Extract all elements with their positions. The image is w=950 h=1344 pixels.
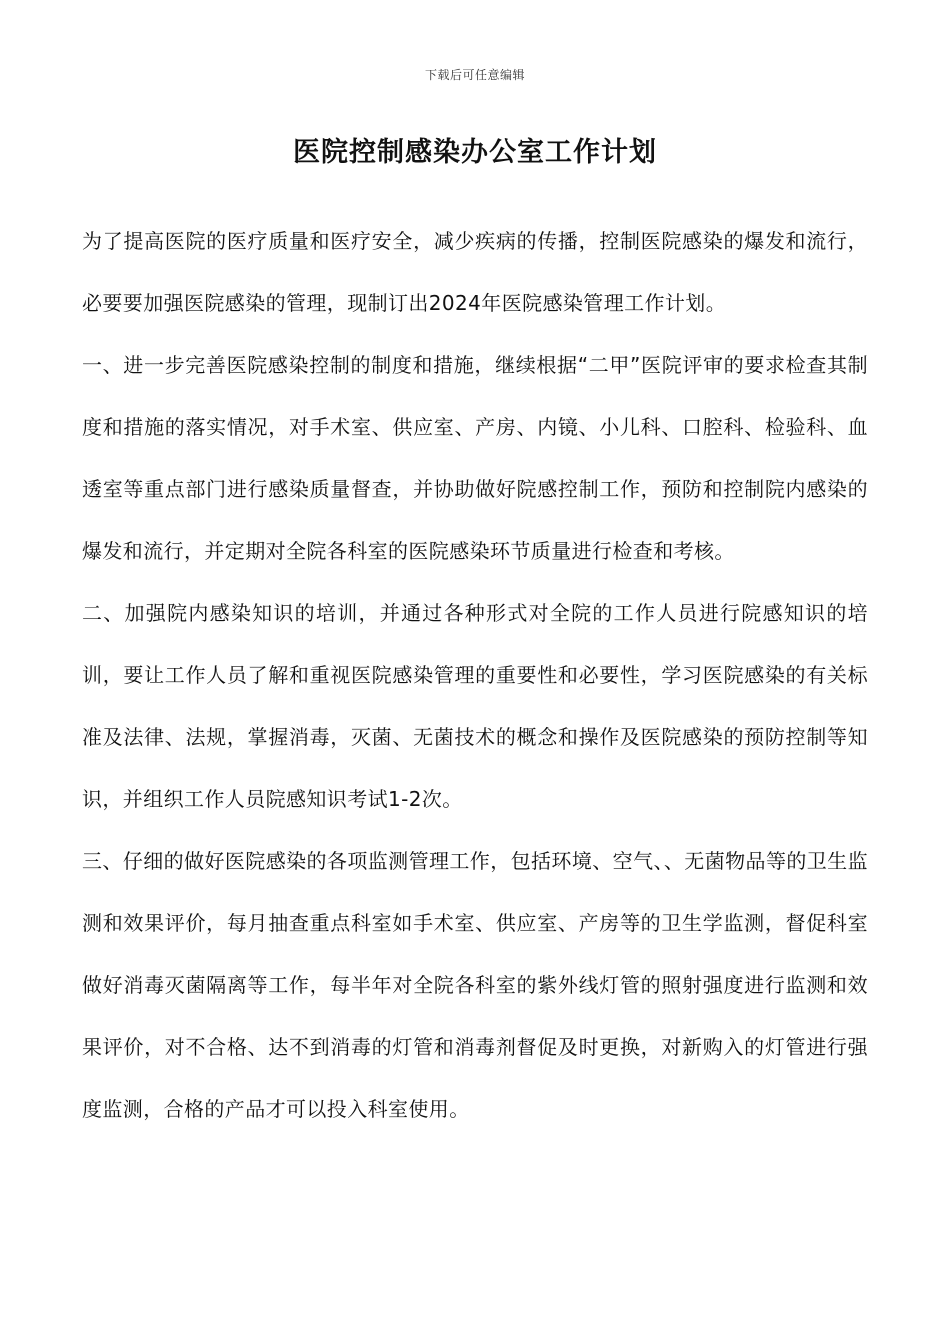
paragraph-section-2: 二、加强院内感染知识的培训，并通过各种形式对全院的工作人员进行院感知识的培训，要让工作人员了解和重视医院感染管理的重要性和必要性，学习医院感染的有关标准及法律、法规，掌握消毒，灭菌、无菌技术的概念和操作及医院感染的预防控制等知识，并组织工作人员院感知识考试1-2次。 xyxy=(82,601,868,811)
document-title: 医院控制感染办公室工作计划 xyxy=(293,137,657,168)
document-body xyxy=(82,210,868,1140)
header-note: 下载后可任意编辑 xyxy=(424,68,525,82)
paragraph-section-1: 一、进一步完善医院感染控制的制度和措施，继续根据“二甲”医院评审的要求检查其制度和措施的落实情况，对手术室、供应室、产房、内镜、小儿科、口腔科、检验科、血透室等重点部门进行感染质量督查，并协助做好院感控制工作，预防和控制院内感染的爆发和流行，并定期对全院各科室的医院感染环节质量进行检查和考核。 xyxy=(82,353,868,563)
paragraph-intro: 为了提高医院的医疗质量和医疗安全，减少疾病的传播，控制医院感染的爆发和流行，必要要加强医院感染的管理，现制订出2024年医院感染管理工作计划。 xyxy=(82,229,868,315)
paragraph-section-3: 三、仔细的做好医院感染的各项监测管理工作，包括环境、空气、、无菌物品等的卫生监测和效果评价，每月抽查重点科室如手术室、供应室、产房等的卫生学监测，督促科室做好消毒灭菌隔离等工作，每半年对全院各科室的紫外线灯管的照射强度进行监测和效果评价，对不合格、达不到消毒的灯管和消毒剂督促及时更换，对新购入的灯管进行强度监测，合格的产品才可以投入科室使用。 xyxy=(82,849,868,1121)
